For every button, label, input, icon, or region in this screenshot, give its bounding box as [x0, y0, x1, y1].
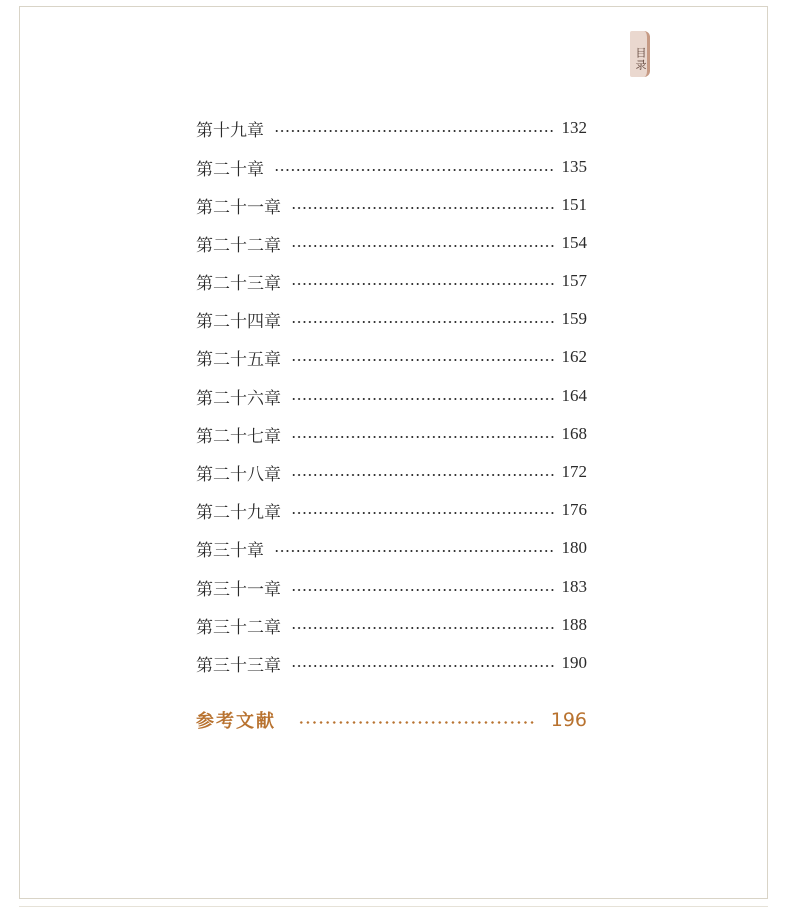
toc-entry-page: 157 — [561, 271, 587, 290]
toc-entry[interactable] — [196, 193, 587, 217]
toc-entry-title: 第十九章 — [196, 120, 264, 141]
toc-entry-page: 154 — [561, 233, 587, 252]
toc-section-tab-label: 目录 — [634, 46, 647, 71]
toc-entry-title: 第二十五章 — [196, 349, 281, 370]
toc-entry[interactable] — [196, 460, 587, 484]
leader-dots — [274, 550, 554, 552]
toc-entry-title: 第二十六章 — [196, 388, 281, 409]
toc-entry-page: 164 — [561, 386, 587, 405]
toc-entry-page: 168 — [561, 424, 587, 443]
toc-entry[interactable] — [196, 116, 587, 140]
leader-dots — [274, 169, 554, 171]
toc-entry-title: 第二十三章 — [196, 273, 281, 294]
references-title: 参考文献 — [196, 711, 276, 732]
leader-dots — [291, 359, 554, 361]
toc-entry-title: 第二十二章 — [196, 235, 281, 256]
toc-section-tab[interactable] — [630, 31, 650, 77]
toc-entry-page: 132 — [561, 118, 587, 137]
leader-dots — [291, 665, 554, 667]
toc-entry[interactable] — [196, 575, 587, 599]
toc-entry-references[interactable] — [196, 706, 587, 734]
toc-entry-page: 190 — [561, 653, 587, 672]
leader-dots — [274, 130, 554, 132]
leader-dots — [291, 207, 554, 209]
toc-entry[interactable] — [196, 498, 587, 522]
toc-entry-page: 151 — [561, 195, 587, 214]
toc-entry-title: 第二十七章 — [196, 426, 281, 447]
leader-dots — [291, 474, 554, 476]
toc-entry[interactable] — [196, 613, 587, 637]
leader-dots — [291, 283, 554, 285]
toc-entry-page: 162 — [561, 347, 587, 366]
toc-entry[interactable] — [196, 422, 587, 446]
leader-dots — [291, 589, 554, 591]
toc-entry[interactable] — [196, 155, 587, 179]
toc-entry-title: 第二十一章 — [196, 197, 281, 218]
toc-entry-page: 176 — [561, 500, 587, 519]
toc-entry-page: 159 — [561, 309, 587, 328]
leader-dots — [291, 398, 554, 400]
toc-entry-page: 135 — [561, 157, 587, 176]
toc-entry-title: 第二十章 — [196, 159, 264, 180]
toc-entry[interactable] — [196, 536, 587, 560]
leader-dots — [291, 321, 554, 323]
leader-dots — [291, 245, 554, 247]
toc-entry-title: 第三十三章 — [196, 655, 281, 676]
toc-entry[interactable] — [196, 307, 587, 331]
toc-entry-title: 第三十二章 — [196, 617, 281, 638]
toc-entry-title: 第三十章 — [196, 540, 264, 561]
leader-dots — [291, 627, 554, 629]
toc-entry-page: 183 — [561, 577, 587, 596]
references-page: 196 — [550, 709, 587, 731]
leader-dots — [298, 721, 537, 724]
toc-entry[interactable] — [196, 651, 587, 675]
toc-entry[interactable] — [196, 269, 587, 293]
toc-entry-page: 180 — [561, 538, 587, 557]
toc-entry-page: 188 — [561, 615, 587, 634]
toc-entry[interactable] — [196, 345, 587, 369]
toc-entry-title: 第二十九章 — [196, 502, 281, 523]
toc-entry-title: 第二十八章 — [196, 464, 281, 485]
leader-dots — [291, 436, 554, 438]
leader-dots — [291, 512, 554, 514]
toc-entry-title: 第三十一章 — [196, 579, 281, 600]
bottom-rule — [19, 906, 768, 907]
toc-entry-page: 172 — [561, 462, 587, 481]
toc-entry-title: 第二十四章 — [196, 311, 281, 332]
toc-entry[interactable] — [196, 231, 587, 255]
toc-entry[interactable] — [196, 384, 587, 408]
